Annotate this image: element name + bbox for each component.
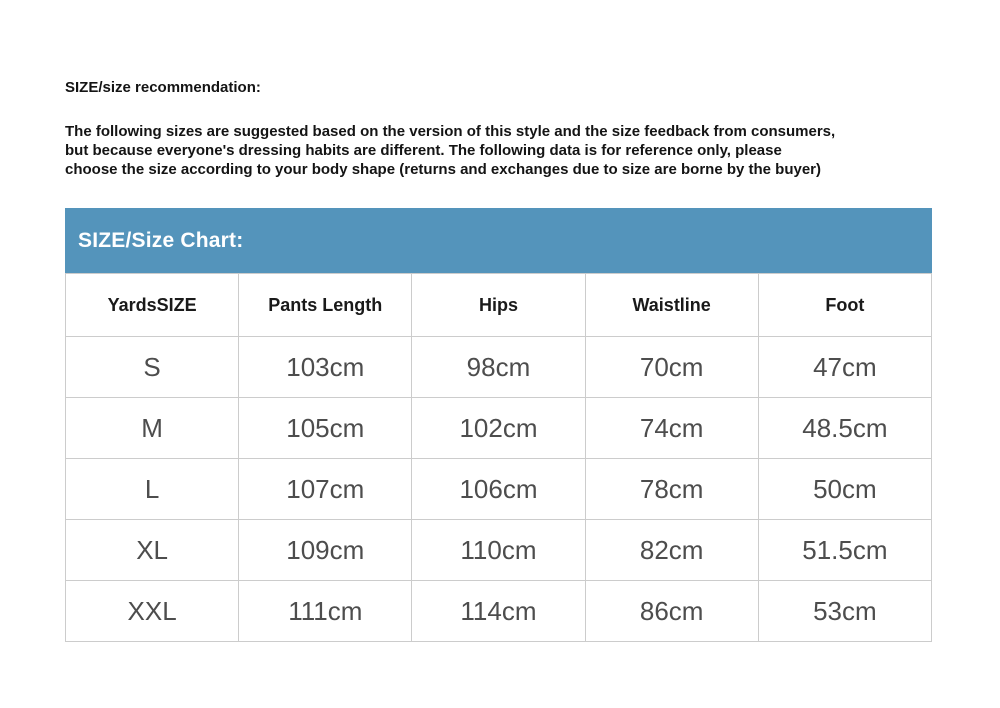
table-row-m bbox=[66, 398, 932, 459]
size-recommendation-title: SIZE/size recommendation: bbox=[65, 79, 261, 96]
table-row-l bbox=[66, 459, 932, 520]
column-header-foot: Foot bbox=[758, 274, 931, 337]
cell-hips: 98cm bbox=[412, 337, 585, 398]
cell-pants-length: 105cm bbox=[239, 398, 412, 459]
cell-foot: 47cm bbox=[758, 337, 931, 398]
cell-size-label: XL bbox=[66, 520, 239, 581]
cell-pants-length: 107cm bbox=[239, 459, 412, 520]
size-chart-banner bbox=[65, 208, 932, 273]
cell-foot: 50cm bbox=[758, 459, 931, 520]
column-header-hips: Hips bbox=[412, 274, 585, 337]
cell-waistline: 86cm bbox=[585, 581, 758, 642]
table-row-xl bbox=[66, 520, 932, 581]
cell-size-label: L bbox=[66, 459, 239, 520]
cell-pants-length: 111cm bbox=[239, 581, 412, 642]
cell-waistline: 70cm bbox=[585, 337, 758, 398]
cell-waistline: 82cm bbox=[585, 520, 758, 581]
size-recommendation-line: choose the size according to your body shape (returns and exchanges due to size are borne by the buyer) bbox=[65, 161, 822, 178]
cell-size-label: XXL bbox=[66, 581, 239, 642]
size-recommendation-line: The following sizes are suggested based on the version of this style and the size feedback from consumers, bbox=[65, 123, 836, 140]
cell-waistline: 74cm bbox=[585, 398, 758, 459]
column-header-waistline: Waistline bbox=[585, 274, 758, 337]
cell-foot: 48.5cm bbox=[758, 398, 931, 459]
table-row-xxl bbox=[66, 581, 932, 642]
table-header-row bbox=[66, 274, 932, 337]
cell-foot: 53cm bbox=[758, 581, 931, 642]
column-header-pants-length: Pants Length bbox=[239, 274, 412, 337]
table-row-s bbox=[66, 337, 932, 398]
cell-hips: 114cm bbox=[412, 581, 585, 642]
cell-waistline: 78cm bbox=[585, 459, 758, 520]
cell-hips: 102cm bbox=[412, 398, 585, 459]
cell-hips: 110cm bbox=[412, 520, 585, 581]
size-recommendation-text bbox=[65, 122, 937, 179]
cell-foot: 51.5cm bbox=[758, 520, 931, 581]
size-chart-section bbox=[65, 208, 932, 642]
size-recommendation-line: but because everyone's dressing habits are different. The following data is for reference only, please bbox=[65, 142, 782, 159]
size-chart-table bbox=[65, 273, 932, 642]
column-header-yards-size: YardsSIZE bbox=[66, 274, 239, 337]
cell-pants-length: 103cm bbox=[239, 337, 412, 398]
cell-pants-length: 109cm bbox=[239, 520, 412, 581]
cell-hips: 106cm bbox=[412, 459, 585, 520]
cell-size-label: M bbox=[66, 398, 239, 459]
cell-size-label: S bbox=[66, 337, 239, 398]
size-chart-banner-title: SIZE/Size Chart: bbox=[78, 228, 244, 252]
